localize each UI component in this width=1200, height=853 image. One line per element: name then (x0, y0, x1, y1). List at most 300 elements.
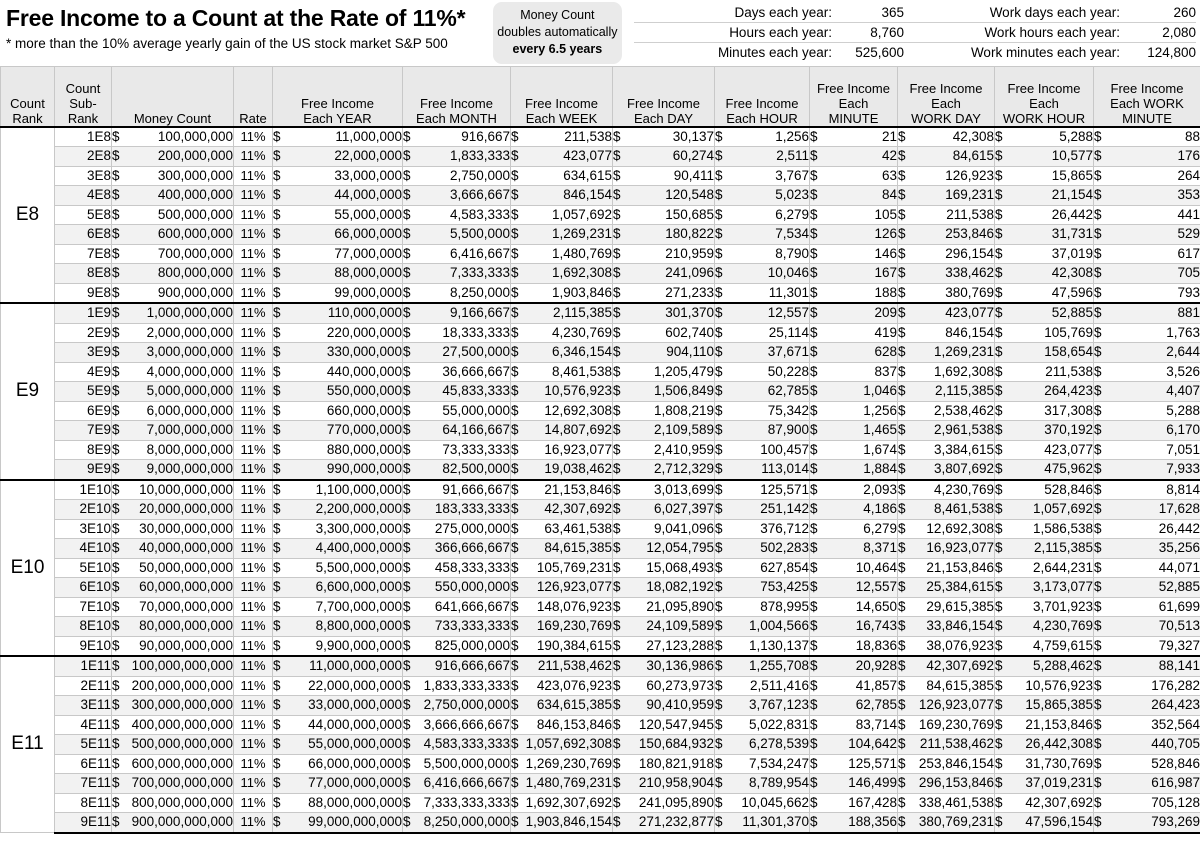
currency-symbol: $ (511, 187, 519, 202)
col-header-each-work-hour[interactable] (995, 67, 1094, 127)
free-income-each-work-minute-cell (1094, 244, 1200, 264)
free-income-each-week-cell (511, 813, 613, 833)
currency-symbol: $ (273, 814, 281, 829)
currency-symbol: $ (810, 284, 818, 300)
free-income-each-month-cell (403, 539, 511, 559)
cell-value: 5,288 (1166, 402, 1200, 418)
money-count-cell (112, 774, 234, 794)
free-income-each-minute-cell (810, 676, 898, 696)
currency-symbol: $ (898, 402, 906, 418)
cell-value: 14,650 (855, 598, 897, 614)
cell-value: 1,465 (863, 422, 897, 437)
free-income-each-minute-cell (810, 696, 898, 716)
currency-symbol: $ (403, 658, 411, 673)
cell-value: 70,000,000,000 (139, 598, 233, 614)
rate-cell: 11% (234, 421, 273, 441)
currency-symbol: $ (995, 501, 1003, 516)
currency-symbol: $ (1094, 383, 1102, 398)
free-income-each-work-day-cell (898, 147, 995, 167)
currency-symbol: $ (995, 402, 1003, 418)
currency-symbol: $ (898, 206, 906, 222)
currency-symbol: $ (715, 284, 723, 300)
table-row (1, 440, 1200, 460)
stat-label: Hours each year: (729, 25, 832, 40)
cell-value: 183,333,333 (434, 501, 510, 516)
currency-symbol: $ (810, 167, 818, 183)
currency-symbol: $ (715, 206, 723, 222)
cell-value: 10,577 (1051, 148, 1093, 163)
free-income-each-month-cell (403, 401, 511, 421)
currency-symbol: $ (511, 658, 519, 673)
currency-symbol: $ (898, 344, 906, 359)
currency-symbol: $ (1094, 579, 1102, 594)
free-income-each-hour-cell (715, 519, 810, 539)
cell-value: 1,903,846,154 (525, 814, 612, 829)
currency-symbol: $ (898, 324, 906, 340)
cell-value: 1,004,566 (748, 618, 809, 633)
money-count-cell (112, 597, 234, 617)
cell-value: 264 (1177, 167, 1200, 183)
free-income-each-day-cell (613, 774, 715, 794)
free-income-each-work-hour-cell (995, 186, 1094, 206)
count-sub-rank-cell: 7E10 (55, 597, 112, 617)
currency-symbol: $ (898, 598, 906, 614)
cell-value: 528,846 (1151, 755, 1200, 771)
currency-symbol: $ (613, 775, 621, 790)
cell-value: 4,583,333 (449, 206, 510, 222)
cell-value: 18,836 (855, 637, 897, 653)
free-income-each-day-cell (613, 440, 715, 460)
cell-value: 528,846 (1044, 481, 1093, 497)
currency-symbol: $ (112, 344, 120, 359)
money-count-cell (112, 147, 234, 167)
currency-symbol: $ (273, 755, 281, 771)
free-income-each-hour-cell (715, 343, 810, 363)
count-sub-rank-cell: 8E9 (55, 440, 112, 460)
free-income-each-day-cell (613, 127, 715, 147)
cell-value: 188,356 (848, 814, 897, 829)
cell-value: 125,571 (760, 481, 809, 497)
money-count-cell (112, 500, 234, 520)
cell-value: 2,538,462 (933, 402, 994, 418)
free-income-each-work-minute-cell (1094, 225, 1200, 245)
cell-value: 1,046 (863, 383, 897, 398)
cell-value: 7,051 (1166, 441, 1200, 457)
currency-symbol: $ (273, 284, 281, 300)
cell-value: 7,333,333 (449, 265, 510, 280)
cell-value: 6,279 (863, 520, 897, 536)
free-income-each-year-cell (273, 382, 403, 402)
money-count-cell (112, 636, 234, 656)
currency-symbol: $ (715, 128, 723, 144)
cell-value: 6,279 (775, 206, 809, 222)
free-income-each-work-minute-cell (1094, 636, 1200, 656)
currency-symbol: $ (112, 284, 120, 300)
currency-symbol: $ (810, 794, 818, 810)
currency-symbol: $ (1094, 284, 1102, 300)
rate-cell: 11% (234, 754, 273, 774)
cell-value: 90,000,000,000 (139, 637, 233, 653)
col-header-each-work-day[interactable] (898, 67, 995, 127)
rate-cell: 11% (234, 401, 273, 421)
cell-value: 210,959 (665, 245, 714, 261)
currency-symbol: $ (810, 618, 818, 633)
currency-symbol: $ (995, 755, 1003, 771)
free-income-each-minute-cell (810, 754, 898, 774)
currency-symbol: $ (810, 226, 818, 241)
free-income-each-month-cell (403, 578, 511, 598)
cell-value: 8,000,000,000 (146, 441, 233, 457)
cell-value: 22,000,000,000 (308, 677, 402, 693)
free-income-each-month-cell (403, 558, 511, 578)
cell-value: 380,769 (945, 284, 994, 300)
currency-symbol: $ (511, 245, 519, 261)
free-income-each-week-cell (511, 343, 613, 363)
currency-symbol: $ (613, 245, 621, 261)
cell-value: 42,308 (1051, 265, 1093, 280)
free-income-each-work-minute-cell (1094, 735, 1200, 755)
cell-value: 52,885 (1051, 305, 1093, 320)
currency-symbol: $ (995, 461, 1003, 476)
currency-symbol: $ (613, 461, 621, 476)
cell-value: 21 (881, 128, 897, 144)
currency-symbol: $ (403, 716, 411, 732)
currency-symbol: $ (995, 265, 1003, 280)
free-income-each-work-hour-cell (995, 127, 1094, 147)
cell-value: 63 (881, 167, 897, 183)
currency-symbol: $ (112, 324, 120, 340)
count-rank-cell: E9 (1, 303, 55, 480)
currency-symbol: $ (995, 618, 1003, 633)
cell-value: 2,410,959 (653, 441, 714, 457)
free-income-each-day-cell (613, 754, 715, 774)
free-income-each-hour-cell (715, 440, 810, 460)
cell-value: 12,054,795 (646, 540, 714, 555)
cell-value: 8,814 (1166, 481, 1200, 497)
doubling-note-badge (493, 2, 622, 64)
currency-symbol: $ (403, 167, 411, 183)
cell-value: 380,769,231 (918, 814, 994, 829)
count-sub-rank-cell: 8E10 (55, 617, 112, 637)
free-income-each-work-minute-cell (1094, 480, 1200, 500)
free-income-each-month-cell (403, 636, 511, 656)
col-header-label: Free Income Each WEEK (525, 95, 598, 126)
currency-symbol: $ (995, 148, 1003, 163)
count-sub-rank-cell: 5E10 (55, 558, 112, 578)
currency-symbol: $ (898, 441, 906, 457)
cell-value: 16,743 (855, 618, 897, 633)
free-income-each-work-minute-cell (1094, 578, 1200, 598)
free-income-each-work-minute-cell (1094, 401, 1200, 421)
cell-value: 61,699 (1158, 598, 1200, 614)
currency-symbol: $ (1094, 305, 1102, 320)
cell-value: 30,136,986 (646, 658, 714, 673)
rate-cell: 11% (234, 362, 273, 382)
currency-symbol: $ (403, 775, 411, 790)
count-sub-rank-cell: 6E8 (55, 225, 112, 245)
cell-value: 21,153,846 (1025, 716, 1093, 732)
free-income-each-year-cell (273, 440, 403, 460)
count-rank-cell: E8 (1, 127, 55, 304)
free-income-each-month-cell (403, 362, 511, 382)
cell-value: 502,283 (760, 540, 809, 555)
free-income-each-hour-cell (715, 774, 810, 794)
cell-value: 366,666,667 (434, 540, 510, 555)
table-row (1, 421, 1200, 441)
currency-symbol: $ (715, 501, 723, 516)
stat-value: 8,760 (870, 25, 904, 40)
currency-symbol: $ (715, 187, 723, 202)
free-income-each-minute-cell (810, 440, 898, 460)
currency-symbol: $ (613, 697, 621, 712)
page-title: Free Income to a Count at the Rate of 11%* (6, 5, 466, 31)
currency-symbol: $ (273, 363, 281, 379)
free-income-each-year-cell (273, 636, 403, 656)
currency-symbol: $ (898, 226, 906, 241)
cell-value: 64,166,667 (442, 422, 510, 437)
free-income-each-work-hour-cell (995, 382, 1094, 402)
free-income-each-work-hour-cell (995, 244, 1094, 264)
currency-symbol: $ (511, 637, 519, 653)
free-income-each-month-cell (403, 519, 511, 539)
currency-symbol: $ (511, 422, 519, 437)
cell-value: 20,928 (855, 658, 897, 673)
free-income-each-minute-cell (810, 519, 898, 539)
currency-symbol: $ (898, 559, 906, 575)
col-header-each-week[interactable] (511, 67, 613, 127)
currency-symbol: $ (112, 736, 120, 751)
currency-symbol: $ (995, 775, 1003, 790)
free-income-each-work-day-cell (898, 676, 995, 696)
cell-value: 211,538 (564, 128, 612, 144)
cell-value: 370,192 (1044, 422, 1093, 437)
cell-value: 12,557 (767, 305, 809, 320)
cell-value: 7,333,333,333 (423, 794, 510, 810)
cell-value: 3,384,615 (933, 441, 994, 457)
cell-value: 82,500,000 (442, 461, 510, 476)
free-income-each-month-cell (403, 205, 511, 225)
currency-symbol: $ (112, 402, 120, 418)
free-income-each-month-cell (403, 480, 511, 500)
currency-symbol: $ (995, 305, 1003, 320)
currency-symbol: $ (1094, 128, 1102, 144)
free-income-each-hour-cell (715, 283, 810, 303)
free-income-each-week-cell (511, 793, 613, 813)
count-sub-rank-cell: 3E11 (55, 696, 112, 716)
col-header-count-sub-rank[interactable] (55, 67, 112, 127)
cell-value: 41,857 (855, 677, 897, 693)
free-income-each-work-day-cell (898, 205, 995, 225)
free-income-each-work-day-cell (898, 813, 995, 833)
currency-symbol: $ (810, 598, 818, 614)
free-income-each-day-cell (613, 343, 715, 363)
currency-symbol: $ (995, 520, 1003, 536)
currency-symbol: $ (810, 402, 818, 418)
col-header-money-count[interactable] (112, 67, 234, 127)
cell-value: 2,644 (1166, 344, 1200, 359)
cell-value: 7,534,247 (748, 755, 809, 771)
free-income-each-week-cell (511, 382, 613, 402)
stat-label: Work minutes each year: (970, 45, 1120, 60)
free-income-each-day-cell (613, 283, 715, 303)
cell-value: 88 (1184, 128, 1200, 144)
cell-value: 25,114 (768, 324, 809, 340)
currency-symbol: $ (715, 637, 723, 653)
cell-value: 10,464 (855, 559, 897, 575)
col-header-each-minute[interactable] (810, 67, 898, 127)
cell-value: 40,000,000,000 (139, 540, 233, 555)
cell-value: 12,692,308 (544, 402, 612, 418)
table-row (1, 283, 1200, 303)
col-header-label: Money Count (133, 110, 212, 126)
free-income-each-hour-cell (715, 656, 810, 676)
cell-value: 3,526 (1166, 363, 1200, 379)
rate-cell: 11% (234, 303, 273, 323)
count-sub-rank-cell: 7E9 (55, 421, 112, 441)
col-header-count-rank[interactable] (1, 67, 55, 127)
currency-symbol: $ (715, 422, 723, 437)
col-header-each-work-minute[interactable] (1094, 67, 1200, 127)
col-header-each-hour[interactable] (715, 67, 810, 127)
free-income-each-work-day-cell (898, 244, 995, 264)
rate-cell: 11% (234, 774, 273, 794)
col-header-each-year[interactable] (273, 67, 403, 127)
money-count-cell (112, 460, 234, 480)
free-income-each-hour-cell (715, 676, 810, 696)
currency-symbol: $ (403, 697, 411, 712)
cell-value: 80,000,000,000 (139, 618, 233, 633)
currency-symbol: $ (403, 148, 411, 163)
table-row (1, 147, 1200, 167)
money-count-cell (112, 343, 234, 363)
free-income-each-work-day-cell (898, 715, 995, 735)
rate-cell: 11% (234, 382, 273, 402)
free-income-each-day-cell (613, 225, 715, 245)
cell-value: 73,333,333 (442, 441, 510, 457)
currency-symbol: $ (112, 226, 120, 241)
currency-symbol: $ (273, 167, 281, 183)
currency-symbol: $ (112, 755, 120, 771)
cell-value: 700,000,000 (157, 245, 233, 261)
cell-value: 705,128 (1151, 794, 1200, 810)
free-income-each-day-cell (613, 303, 715, 323)
cell-value: 6,027,397 (653, 501, 714, 516)
free-income-each-week-cell (511, 323, 613, 343)
currency-symbol: $ (112, 520, 120, 536)
stat-value: 124,800 (1147, 45, 1196, 60)
cell-value: 4,230,769 (933, 481, 994, 497)
currency-symbol: $ (898, 520, 906, 536)
free-income-each-year-cell (273, 696, 403, 716)
free-income-each-week-cell (511, 500, 613, 520)
currency-symbol: $ (403, 226, 411, 241)
cell-value: 253,846,154 (918, 755, 994, 771)
cell-value: 550,000,000 (326, 383, 402, 398)
free-income-each-year-cell (273, 205, 403, 225)
currency-symbol: $ (715, 736, 723, 751)
free-income-each-work-hour-cell (995, 225, 1094, 245)
currency-symbol: $ (995, 677, 1003, 693)
currency-symbol: $ (810, 441, 818, 457)
free-income-each-month-cell (403, 656, 511, 676)
free-income-each-day-cell (613, 205, 715, 225)
currency-symbol: $ (810, 363, 818, 379)
cell-value: 5,500,000 (449, 226, 510, 241)
currency-symbol: $ (273, 148, 281, 163)
currency-symbol: $ (613, 579, 621, 594)
free-income-each-hour-cell (715, 636, 810, 656)
free-income-each-week-cell (511, 401, 613, 421)
cell-value: 1,808,219 (653, 402, 714, 418)
cell-value: 916,667 (461, 128, 510, 144)
table-row (1, 186, 1200, 206)
currency-symbol: $ (511, 755, 519, 771)
cell-value: 158,654 (1044, 344, 1093, 359)
cell-value: 47,596 (1051, 284, 1093, 300)
free-income-each-day-cell (613, 186, 715, 206)
cell-value: 91,666,667 (442, 481, 510, 497)
cell-value: 2,109,589 (653, 422, 714, 437)
currency-symbol: $ (273, 637, 281, 653)
currency-symbol: $ (511, 148, 519, 163)
free-income-each-work-minute-cell (1094, 343, 1200, 363)
currency-symbol: $ (898, 128, 906, 144)
table-row (1, 166, 1200, 186)
free-income-each-work-minute-cell (1094, 617, 1200, 637)
stat-row (634, 22, 1196, 42)
col-header-each-month[interactable] (403, 67, 511, 127)
stat-value: 260 (1173, 4, 1196, 20)
currency-symbol: $ (810, 481, 818, 497)
cell-value: 11,000,000,000 (309, 658, 402, 673)
free-income-each-week-cell (511, 244, 613, 264)
free-income-each-work-day-cell (898, 323, 995, 343)
currency-symbol: $ (273, 324, 281, 340)
col-header-rate[interactable] (234, 67, 273, 127)
count-rank-cell: E11 (1, 656, 55, 833)
currency-symbol: $ (715, 245, 723, 261)
currency-symbol: $ (403, 481, 411, 497)
cell-value: 825,000,000 (434, 637, 510, 653)
currency-symbol: $ (810, 461, 818, 476)
currency-symbol: $ (898, 736, 906, 751)
currency-symbol: $ (898, 697, 906, 712)
cell-value: 211,538,462 (919, 736, 994, 751)
free-income-each-week-cell (511, 166, 613, 186)
cell-value: 641,666,667 (434, 598, 510, 614)
free-income-each-work-hour-cell (995, 264, 1094, 284)
cell-value: 15,865 (1051, 167, 1093, 183)
cell-value: 1,130,137 (748, 637, 809, 653)
currency-symbol: $ (995, 363, 1003, 379)
col-header-each-day[interactable] (613, 67, 715, 127)
cell-value: 26,442,308 (1025, 736, 1093, 751)
currency-symbol: $ (995, 284, 1003, 300)
cell-value: 1,255,708 (748, 658, 809, 673)
cell-value: 47,596,154 (1025, 814, 1093, 829)
cell-value: 21,153,846 (544, 481, 612, 497)
free-income-each-day-cell (613, 656, 715, 676)
cell-value: 126 (874, 226, 897, 241)
currency-symbol: $ (995, 716, 1003, 732)
cell-value: 419 (874, 324, 897, 340)
free-income-each-year-cell (273, 774, 403, 794)
cell-value: 904,110 (666, 344, 714, 359)
cell-value: 60,273,973 (646, 677, 714, 693)
free-income-each-work-hour-cell (995, 656, 1094, 676)
free-income-each-hour-cell (715, 715, 810, 735)
cell-value: 42,307,692 (926, 658, 994, 673)
